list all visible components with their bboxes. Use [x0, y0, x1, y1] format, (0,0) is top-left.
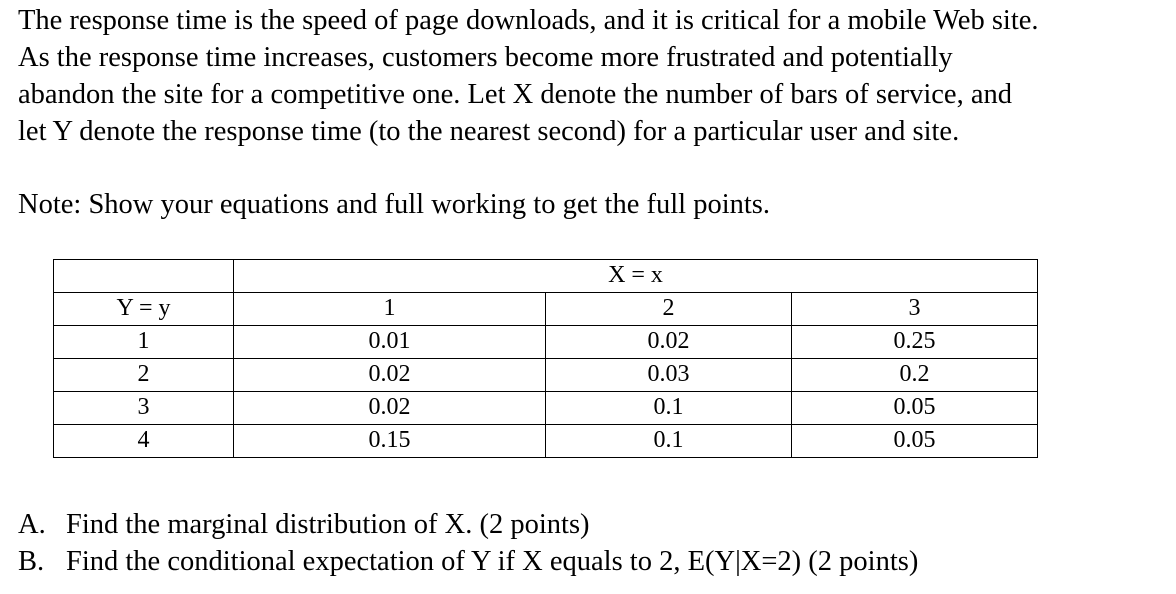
table-header-row-values — [54, 293, 1038, 326]
table-row — [54, 425, 1038, 458]
question-marker: B. — [18, 546, 45, 577]
question-list — [18, 506, 918, 580]
probability-cell: 0.15 — [234, 425, 546, 458]
probability-cell: 0.1 — [546, 392, 792, 425]
problem-line-1: The response time is the speed of page downloads, and it is critical for a mobile Web site. — [18, 5, 1039, 36]
problem-line-2: As the response time increases, customers become more frustrated and potentially — [18, 42, 953, 73]
y-value-cell: 1 — [54, 326, 234, 359]
probability-cell: 0.05 — [792, 425, 1038, 458]
probability-cell: 0.25 — [792, 326, 1038, 359]
table-header-row-group — [54, 260, 1038, 293]
problem-line-4: let Y denote the response time (to the nearest second) for a particular user and site. — [18, 116, 960, 147]
x-value-header: 1 — [234, 293, 546, 326]
x-value-header: 2 — [546, 293, 792, 326]
question-marker: A. — [18, 509, 46, 540]
joint-probability-table — [53, 259, 1038, 458]
y-value-cell: 2 — [54, 359, 234, 392]
table-corner-cell — [54, 260, 234, 293]
question-item — [18, 543, 918, 580]
problem-line-3: abandon the site for a competitive one. Let X denote the number of bars of service, and — [18, 79, 1012, 110]
note-text: Note: Show your equations and full working to get the full points. — [18, 189, 770, 220]
question-text: Find the marginal distribution of X. (2 points) — [66, 509, 590, 540]
probability-cell: 0.03 — [546, 359, 792, 392]
column-group-header: X = x — [234, 260, 1038, 293]
row-header: Y = y — [54, 293, 234, 326]
y-value-cell: 4 — [54, 425, 234, 458]
probability-cell: 0.02 — [546, 326, 792, 359]
probability-cell: 0.01 — [234, 326, 546, 359]
table-row — [54, 359, 1038, 392]
x-value-header: 3 — [792, 293, 1038, 326]
probability-cell: 0.2 — [792, 359, 1038, 392]
probability-cell: 0.1 — [546, 425, 792, 458]
y-value-cell: 3 — [54, 392, 234, 425]
probability-cell: 0.05 — [792, 392, 1038, 425]
problem-statement — [18, 2, 1168, 150]
question-item — [18, 506, 918, 543]
probability-cell: 0.02 — [234, 359, 546, 392]
table-row — [54, 392, 1038, 425]
table-row — [54, 326, 1038, 359]
question-text: Find the conditional expectation of Y if X equals to 2, E(Y|X=2) (2 points) — [66, 546, 919, 577]
probability-cell: 0.02 — [234, 392, 546, 425]
